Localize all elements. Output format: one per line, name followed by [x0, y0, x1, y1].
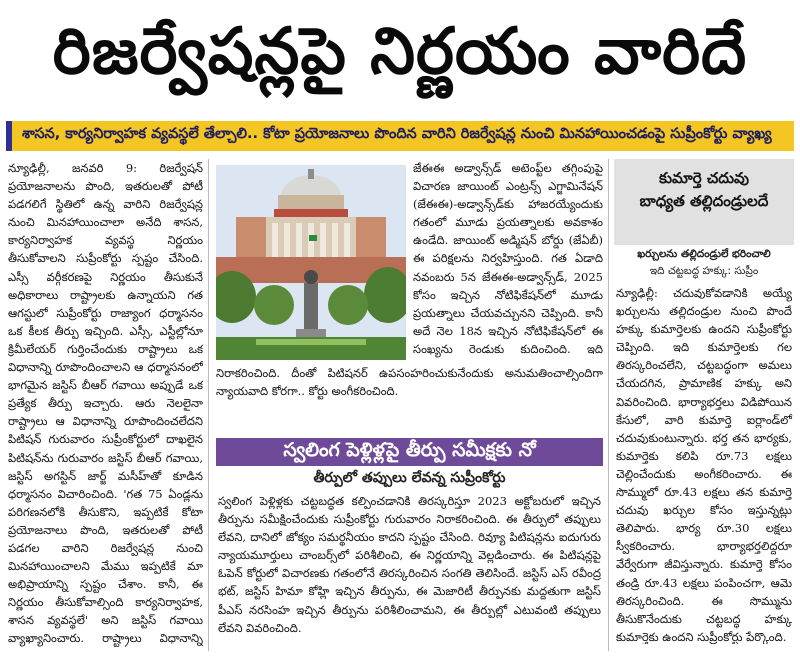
- column-divider: [608, 159, 609, 651]
- second-story-headline: స్వలింగ పెళ్లిళ్లపై తీర్పు సమీక్షకు నో: [216, 438, 603, 466]
- supreme-court-building-illustration: [216, 165, 406, 360]
- sidebar-story: [614, 159, 794, 651]
- main-headline: రిజర్వేషన్లపై నిర్ణయం వారిదే: [52, 14, 748, 89]
- sidebar-subhead-2: ఇది చట్టబద్ధ హక్కు: సుప్రీం: [649, 265, 759, 277]
- main-story-column-1: న్యూఢిల్లీ, జనవరి 9: రిజర్వేషన్ ప్రయోజనాలను పొంది, ఇతరులతో పోటీ పడగలిగే స్థితిలో ఉన్న వారిని రిజర్వేషన్ల నుంచి మినహాయించాలా అనేది శాసన, కార్యనిర్వాహక వ్యవస్థ నిర్ణయం తీసుకోవాలని సుప్రీంకోర్టు స్పష్టం చేసింది. ఎస్సీ వర్గీకరణపై నిర్ణయం తీసుకునే అధికారాలు రాష్ట్రాలకు ఉన్నాయని గత ఆగస్టులో సుప్రీంకోర్టు రాజ్యాంగ ధర్మాసనం ఒక కీలక తీర్పు ఇచ్చింది. ఎస్సీ, ఎస్టీల్లోనూ క్రిమీలేయర్ గుర్తించేందుకు రాష్ట్రాలు ఒక విధానాన్ని రూపొందించాలని ఆ ధర్మాసనంలో భాగమైన జస్టిస్ బీఆర్ గవాయి అప్పుడే ఒక ప్రత్యేక తీర్పు ఇచ్చారు. ఆరు నెలలైనా రాష్ట్రాలు ఆ విధానాన్ని రూపొందించలేదని పిటిషన్ గురువారం సుప్రీంకోర్టులో దాఖలైన పిటిషన్‌ను గురువారం జస్టిస్ బీఆర్ గవాయి, జస్టిస్ అగస్టిన్ జార్జ్ మసీహ్‌తో కూడిన ధర్మాసనం విచారించింది. 'గత 75 ఏండ్లను పరిగణనలోకి తీసుకొని, ఇప్పటికే కోటా ప్రయోజనాలు పొంది, ఇతరులతో పోటీ పడగల వారిని రిజర్వేషన్ల నుంచి మినహాయించాలని మేము ఇప్పటికే మా అభిప్రాయాన్ని స్పష్టం చేశాం. కానీ, ఈ నిర్ణయం తీసుకోవాల్సింది కార్యనిర్వాహక, శాసన వ్యవస్థలే' అని జస్టిస్ గవాయి వ్యాఖ్యానించారు. రాష్ట్రాలు విధానాన్ని: [8, 161, 203, 646]
- sidebar-subhead: ఖర్చులను తల్లిదండ్రులే భరించాలి: [637, 248, 771, 260]
- second-story-body: స్వలింగ పెళ్లిళ్లకు చట్టబద్ధత కల్పించడానికి తిరస్కరిస్తూ 2023 అక్టోబరులో ఇచ్చిన తీర్పును సమీక్షించేందుకు సుప్రీంకోర్టు గురువారం నిరాకరించింది. ఈ తీర్పులో తప్పులు లేవని, దానిలో జోక్యం సమర్థనీయం కాదని స్పష్టం చేసింది. రివ్యూ పిటిషన్లను ఐదుగురు న్యాయమూర్తులు చాంబర్స్‌లో పరిశీలించి, ఈ నిర్ణయాన్ని వెల్లడించారు. ఈ పిటిషన్లపై ఓపెన్ కోర్టులో విచారణకు గతంలోనే తిరస్కరించిన సంగతి తెలిసిందే. జస్టిస్ ఎస్ రవీంద్ర భట్, జస్టిస్ హిమా కోహ్లి ఇచ్చిన తీర్పును, ఈ మెజారిటీ తీర్పునకు మద్దతుగా జస్టిస్ పీఎస్ నరసింహ ఇచ్చిన తీర్పును పరిశీలించామని, ఈ తీర్పుల్లో ఎటువంటి తప్పులు లేవని వివరించింది.: [218, 494, 601, 635]
- sidebar-body: న్యూఢిల్లీ: చదువుకోవడానికి అయ్యే ఖర్చులను తల్లిదండ్రుల నుంచి పొందే హక్కు కుమార్తెలకు ఉందని సుప్రీంకోర్టు చెప్పింది. ఇది కుమార్తెలకు గల తిరస్కరించలేని, చట్టబద్ధంగా అమలు చేయదగిన, ప్రామాణిక హక్కు అని వివరించింది. భార్యాభర్తలు విడిపోయిన కేసులో, వారి కుమార్తె ఐర్లాండ్‌లో చదువుకుంటున్నారు. భర్త తన భార్యకు, కుమార్తెకు కలిపి రూ.73 లక్షలు చెల్లించేందుకు అంగీకరించారు. ఈ సొమ్ములో రూ.43 లక్షలు తన కుమార్తె చదువు ఖర్చుల కోసం ఇస్తున్నట్లు తెలిపారు. భార్య రూ.30 లక్షలు స్వీకరించారు. భార్యాభర్తలిద్దరూ వేర్వేరుగా జీవిస్తున్నారు. కుమార్తె కోసం తండ్రి రూ.43 లక్షలు పంపించగా, ఆమె తిరస్కరించింది. ఈ సొమ్మును తీసుకొనేందుకు చట్టబద్ధ హక్కు కుమార్తెకు ఉందని సుప్రీంకోర్టు పేర్కొంది.: [616, 286, 792, 644]
- main-story-column-2-bottom: నిరాకరించింది. దీంతో పిటిషనర్ ఉపసంహరించుకునేందుకు అనుమతించాల్సిందిగా న్యాయవాది కోరగా.. కోర్టు అంగీకరించింది.: [216, 366, 603, 399]
- column-divider: [208, 159, 209, 651]
- sidebar-headline-line-1: కుమార్తె చదువు: [659, 169, 749, 187]
- second-story-subhead: తీర్పులో తప్పులు లేవన్న సుప్రీంకోర్టు: [313, 469, 506, 486]
- sidebar-headline: [614, 159, 794, 245]
- supreme-court-photo: [216, 165, 406, 360]
- main-story-column-3: జేఈఈ అడ్వాన్స్‌డ్ అటెంప్ట్‌ల తగ్గింపుపై విచారణ జాయింట్ ఎంట్రన్స్ ఎగ్జామినేషన్ (జేఈఈ)-అడ్వాన్స్‌డ్‌కు హాజరయ్యేందుకు గతంలో మూడు ప్రయత్నాలకు అవకాశం ఉండేది. జాయింట్ అడ్మిషన్ బోర్డు (జేఏబీ) ఈ పరిక్షలను నిర్వహిస్తుంది. గత ఏడాది నవంబరు 5న జేఈఈ-అడ్వాన్స్‌డ్, 2025 కోసం ఇచ్చిన నోటిఫికేషన్‌లో మూడు ప్రయత్నాలు చేయవచ్చునని చెప్పింది. కానీ అదే నెల 18న ఇచ్చిన నోటిఫికేషన్‌లో ఈ సంఖ్యను రెండుకు కుదించింది. ఇది: [413, 161, 603, 356]
- sidebar-headline-line-2: బాధ్యత తల్లిదండ్రులదే: [639, 192, 769, 210]
- strap-line: శాసన, కార్యనిర్వాహక వ్యవస్థలే తేల్చాలి.. కోటా ప్రయోజనాలు పొందిన వారిని రిజర్వేషన్ల నుంచి మినహాయించడంపై సుప్రీంకోర్టు వ్యాఖ్య: [6, 121, 794, 151]
